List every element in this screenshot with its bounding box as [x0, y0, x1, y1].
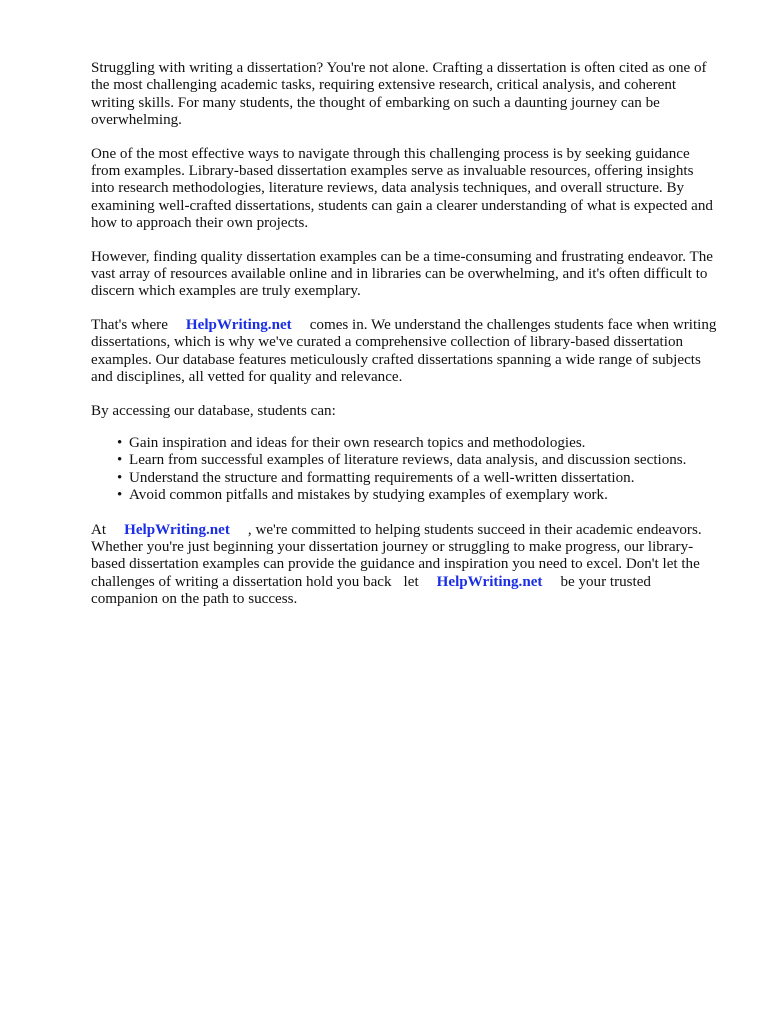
document-page — [91, 60, 717, 625]
examples-paragraph: One of the most effective ways to navigate through this challenging process is by seeking guidance from examples. Library-based dissertation examples serve as invaluable resources, offering insights into research methodologies, literature reviews, data analysis techniques, and overall structure. By examining well-crafted dissertations, students can gain a clearer understanding of what is expected and how to approach their own projects. — [91, 145, 713, 232]
bullet-icon: • — [117, 469, 123, 486]
list-item-text: Learn from successful examples of literature reviews, data analysis, and discussion sections. — [129, 452, 687, 469]
list-item — [117, 435, 717, 452]
paragraph-text-before-link: At — [91, 521, 107, 538]
paragraph-text-middle: , we're committed to helping students succeed in their academic endeavors. Whether you're just beginning your dissertation journey or struggling to make progress, our library-based dissertation examples can provide the guidance and inspiration you need to excel. Don't let the challenges of writing a dissertation hold you back — [91, 521, 702, 590]
paragraph-text-before-link: That's where — [91, 316, 168, 333]
list-item-text: Gain inspiration and ideas for their own research topics and methodologies. — [129, 434, 586, 451]
list-item — [117, 452, 717, 469]
benefits-list — [91, 435, 717, 505]
challenges-paragraph: However, finding quality dissertation examples can be a time-consuming and frustrating endeavor. The vast array of resources available online and in libraries can be overwhelming, and it's often difficult to discern which examples are truly exemplary. — [91, 248, 713, 300]
paragraph-text-after-link: comes in. We understand the challenges students face when writing dissertations, which is why we've curated a comprehensive collection of library-based dissertation examples. Our database features meticulously crafted dissertations spanning a wide range of subjects and disciplines, all vetted for quality and relevance. — [91, 316, 717, 386]
list-item — [117, 470, 717, 487]
paragraph-text-let: let — [403, 573, 419, 590]
bullet-icon: • — [117, 452, 123, 469]
list-item-text: Understand the structure and formatting requirements of a well-written dissertation. — [129, 469, 635, 486]
bullet-icon: • — [117, 487, 123, 504]
closing-paragraph — [91, 522, 717, 609]
benefits-lead-paragraph: By accessing our database, students can: — [91, 402, 336, 419]
list-item — [117, 487, 717, 504]
helpwriting-link[interactable]: HelpWriting.net — [185, 316, 292, 333]
helpwriting-link[interactable]: HelpWriting.net — [124, 521, 230, 538]
list-item-text: Avoid common pitfalls and mistakes by studying examples of exemplary work. — [129, 487, 608, 504]
bullet-icon: • — [117, 434, 123, 451]
intro-paragraph: Struggling with writing a dissertation? You're not alone. Crafting a dissertation is often cited as one of the most challenging academic tasks, requiring extensive research, critical analysis, and coherent writing skills. For many students, the thought of embarking on such a daunting journey can be overwhelming. — [91, 60, 707, 129]
helpwriting-link[interactable]: HelpWriting.net — [436, 573, 543, 590]
paragraph-text-after-link: be your trusted companion on the path to success. — [91, 573, 651, 608]
helpwriting-intro-paragraph — [91, 317, 717, 387]
